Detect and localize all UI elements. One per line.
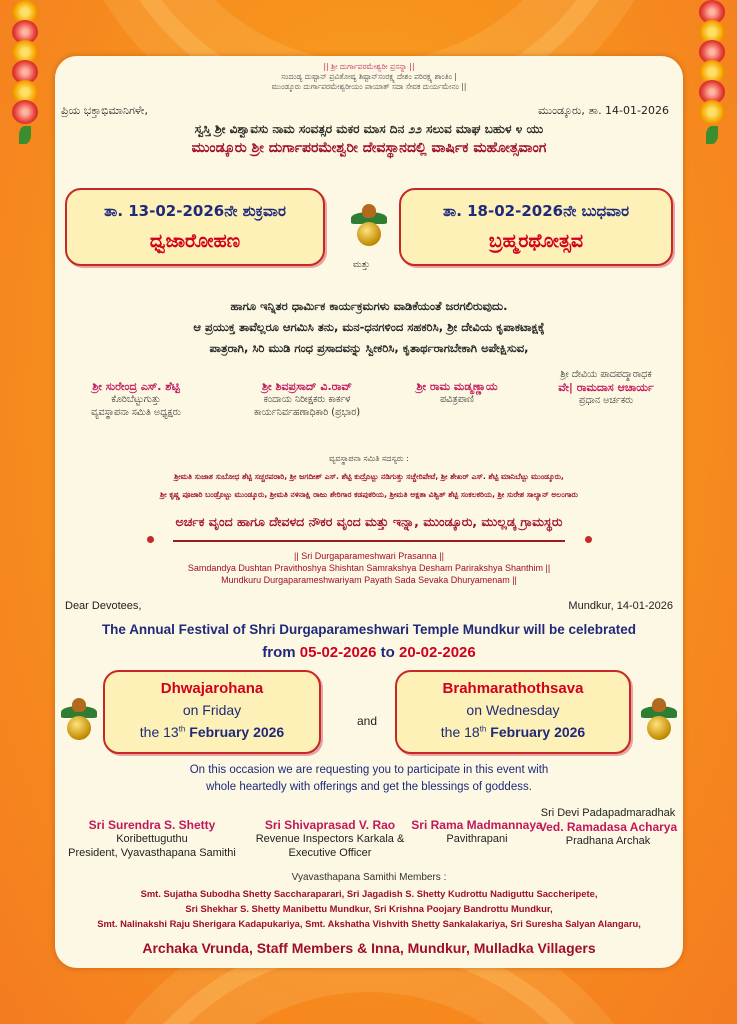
english-box1-date: the 13th February 2026 — [139, 724, 285, 740]
kannada-box1-date: ತಾ. 13-02-2026ನೇ ಶುಕ್ರವಾರ — [104, 202, 286, 220]
kannada-salutation: ಪ್ರಿಯ ಭಕ್ತಾಭಿಮಾನಿಗಳೇ, — [61, 104, 148, 117]
marigold-garland-right-icon — [695, 0, 729, 150]
marigold-garland-left-icon — [8, 0, 42, 150]
divider-dot-right — [585, 536, 592, 543]
kannada-place-date: ಮುಂಡ್ಕೂರು, ತಾ. 14-01-2026 — [538, 104, 669, 117]
english-request: On this occasion we are requesting you to participate in this event with whole heartedly with offerings and get the blessings of goddess. — [189, 764, 549, 793]
english-box1-event: Dhwajarohana — [160, 680, 264, 697]
english-mantra: || Sri Durgaparameshwari Prasanna || Samdandya Dushtan Pravithoshya Shishtan Samrakshya Desham Parirakshya Shanthim || Mundkuru Durgaparameshwariyam Payath Sada Sevaka Dhuryamenam || — [187, 551, 551, 585]
english-box2-event: Brahmarathothsava — [442, 680, 584, 697]
english-signatory-2: Sri Shivaprasad V. Rao Revenue Inspectors Karkala & Executive Officer — [255, 818, 405, 859]
english-members-list: Smt. Sujatha Subodha Shetty Saccharaparari, Sri Jagadish S. Shetty Kudrottu Nadiguttu Saccheripete, Sri Shekhar S. Shetty Manibettu Mundkur, Sri Krishna Poojary Bandrottu Mundkur, Smt. Nalinakshi Raju Sherigara Kadapukariya, Smt. Akshatha Vishvith Shetty Sankalakariya, Sri Suresha Salyan Alangaru, — [97, 888, 641, 929]
divider-dot-left — [147, 536, 154, 543]
kalasha-icon — [641, 698, 677, 740]
english-box1-day: on Friday — [182, 702, 242, 718]
kannada-signatory-3: ಶ್ರೀ ರಾಮ ಮಡ್ಮಣ್ಣಾಯ ಪವಿತ್ರಪಾಣಿ — [416, 380, 498, 405]
english-box2-date: the 18th February 2026 — [440, 724, 586, 740]
kannada-body: ಹಾಗೂ ಇನ್ನಿತರ ಧಾರ್ಮಿಕ ಕಾರ್ಯಕ್ರಮಗಳು ವಾಡಿಕೆಯಂತೆ ಜರಗಲಿರುವುದು. ಆ ಪ್ರಯುಕ್ತ ತಾವೆಲ್ಲರೂ ಆಗಮಿಸಿ ತನು, ಮನ-ಧನಗಳಿಂದ ಸಹಕರಿಸಿ, ಶ್ರೀ ದೇವಿಯ ಕೃಪಾಕಟಾಕ್ಷಕ್ಕೆ ಪಾತ್ರರಾಗಿ, ಸಿರಿ ಮುಡಿ ಗಂಧ ಪ್ರಸಾದವನ್ನು ಸ್ವೀಕರಿಸಿ, ಕೃತಾರ್ಥರಾಗಬೇಕಾಗಿ ಅಪೇಕ್ಷಿಸುವ, — [193, 299, 545, 355]
kannada-box1-event: ಧ್ವಜಾರೋಹಣ — [149, 230, 241, 252]
kannada-date-box-1 — [65, 188, 325, 266]
english-place-date: Mundkur, 14-01-2026 — [568, 600, 673, 612]
kannada-members-list: ಶ್ರೀಮತಿ ಸುಜಾತ ಸುಬೋಧ ಶೆಟ್ಟಿ ಸಚ್ಚರಪರಾರಿ, ಶ್ರೀ ಜಗದೀಶ್ ಎಸ್. ಶೆಟ್ಟಿ ಕುದ್ರೊಟ್ಟು ನಡಿಗುತ್ತು ಸಚ್ಚೇರಿಪೇಟೆ, ಶ್ರೀ ಶೇಖರ್ ಎಸ್. ಶೆಟ್ಟಿ ಮಾನಿಬೆಟ್ಟು ಮುಂಡ್ಕೂರು, ಶ್ರೀ ಕೃಷ್ಣ ಪೂಜಾರಿ ಬಂಡ್ರೊಟ್ಟು ಮುಂಡ್ಕೂರು, ಶ್ರೀಮತಿ ನಳಿನಾಕ್ಷಿ ರಾಜು ಶೇರಿಗಾರ ಕಡಪುಕರಿಯ, ಶ್ರೀಮತಿ ಅಕ್ಷತಾ ವಿಶ್ವಿತ್ ಶೆಟ್ಟಿ ಸಂಕಲಕರಿಯ, ಶ್ರೀ ಸುರೇಶ ಸಾಲ್ಯಾನ್ ಅಲಂಗಾರು — [160, 472, 578, 499]
kannada-signatory-4: ಶ್ರೀ ದೇವಿಯ ಪಾದಪದ್ಮಾರಾಧಕ ವೇ| ರಾಮದಾಸ ಆಚಾರ್ಯ ಪ್ರಧಾನ ಅರ್ಚಕರು — [558, 369, 654, 406]
kannada-box2-date: ತಾ. 18-02-2026ನೇ ಬುಧವಾರ — [442, 202, 630, 220]
kannada-box2-event: ಬ್ರಹ್ಮರಥೋತ್ಸವ — [488, 230, 584, 252]
english-box2-day: on Wednesday — [466, 702, 560, 718]
kannada-mantra: || ಶ್ರೀ ದುರ್ಗಾಪರಮೇಶ್ವರೀ ಪ್ರಸನ್ನಾ || ಸಂದಂಡ್ಯ ದುಷ್ಟಾನ್ ಪ್ರವಿತೋಷ್ಯ ಶಿಷ್ಟಾನ್‌ಸಂರಕ್ಷ್ಯ ದೇಶಂ ಪರಿರಕ್ಷ್ಯ ಶಾಂತಿಂ | ಮುಂಡ್ಕೂರು ದುರ್ಗಾಪರಮೇಶ್ವರೀಯಂ ಪಾಯಾತ್ ಸದಾ ಸೇವಕ ದುರ್ಯಮೇನಂ || — [271, 62, 467, 91]
kalasha-icon — [351, 204, 387, 246]
english-signatory-1: Sri Surendra S. Shetty Koribettuguthu President, Vyavasthapana Samithi — [68, 818, 236, 859]
kannada-signatory-2: ಶ್ರೀ ಶಿವಪ್ರಸಾದ್ ವಿ.ರಾವ್ ಕಂದಾಯ ನಿರೀಕ್ಷಕರು ಕಾರ್ಕಳ ಕಾರ್ಯನಿರ್ವಹಣಾಧಿಕಾರಿ (ಪ್ರಭಾರ) — [253, 380, 361, 418]
english-members-title: Vyavasthapana Samithi Members : — [291, 872, 447, 883]
kannada-signatory-1: ಶ್ರೀ ಸುರೇಂದ್ರ ಎಸ್. ಶೆಟ್ಟಿ ಕೊರಿಬೆಟ್ಟುಗುತ್ತು ವ್ಯವಸ್ಥಾಪನಾ ಸಮಿತಿ ಅಧ್ಯಕ್ಷರು — [91, 380, 181, 418]
english-and: and — [357, 714, 378, 728]
kannada-date-box-2 — [399, 188, 673, 266]
kannada-and: ಮತ್ತು — [353, 260, 370, 270]
kannada-villagers: ಅರ್ಚಕ ವೃಂದ ಹಾಗೂ ದೇವಳದ ನೌಕರ ವೃಂದ ಮತ್ತು ಇನ್ನಾ, ಮುಂಡ್ಕೂರು, ಮುಲ್ಲಡ್ಕ ಗ್ರಾಮಸ್ಥರು — [175, 514, 563, 529]
english-signatory-3: Sri Rama Madmannaya Pavithrapani — [411, 818, 543, 845]
kannada-line2: ಮುಂಡ್ಕೂರು ಶ್ರೀ ದುರ್ಗಾಪರಮೇಶ್ವರೀ ದೇವಸ್ಥಾನದಲ್ಲಿ ವಾರ್ಷಿಕ ಮಹೋತ್ಸವಾಂಗ — [191, 140, 547, 156]
english-date-range: from 05-02-2026 to 20-02-2026 — [262, 644, 476, 661]
kalasha-icon — [61, 698, 97, 740]
section-divider — [173, 540, 565, 542]
kannada-members-title: ವ್ಯವಸ್ಥಾಪನಾ ಸಮಿತಿ ಸದಸ್ಯರು : — [329, 454, 409, 463]
english-date-box-1 — [103, 670, 321, 754]
english-signatory-4: Sri Devi Padapadmaradhak Ved. Ramadasa Acharya Pradhana Archak — [538, 807, 678, 847]
english-salutation: Dear Devotees, — [65, 600, 142, 612]
english-villagers: Archaka Vrunda, Staff Members & Inna, Mundkur, Mulladka Villagers — [142, 940, 596, 956]
invitation-card — [55, 56, 683, 968]
english-date-box-2 — [395, 670, 631, 754]
kannada-line1: ಸ್ವಸ್ತಿ ಶ್ರೀ ವಿಶ್ವಾವಸು ನಾಮ ಸಂವತ್ಸರ ಮಕರ ಮಾಸ ದಿನ ೨೨ ಸಲುವ ಮಾಘ ಬಹುಳ ೪ ಯು — [194, 122, 544, 136]
english-headline: The Annual Festival of Shri Durgaparameshwari Temple Mundkur will be celebrated — [101, 622, 637, 637]
